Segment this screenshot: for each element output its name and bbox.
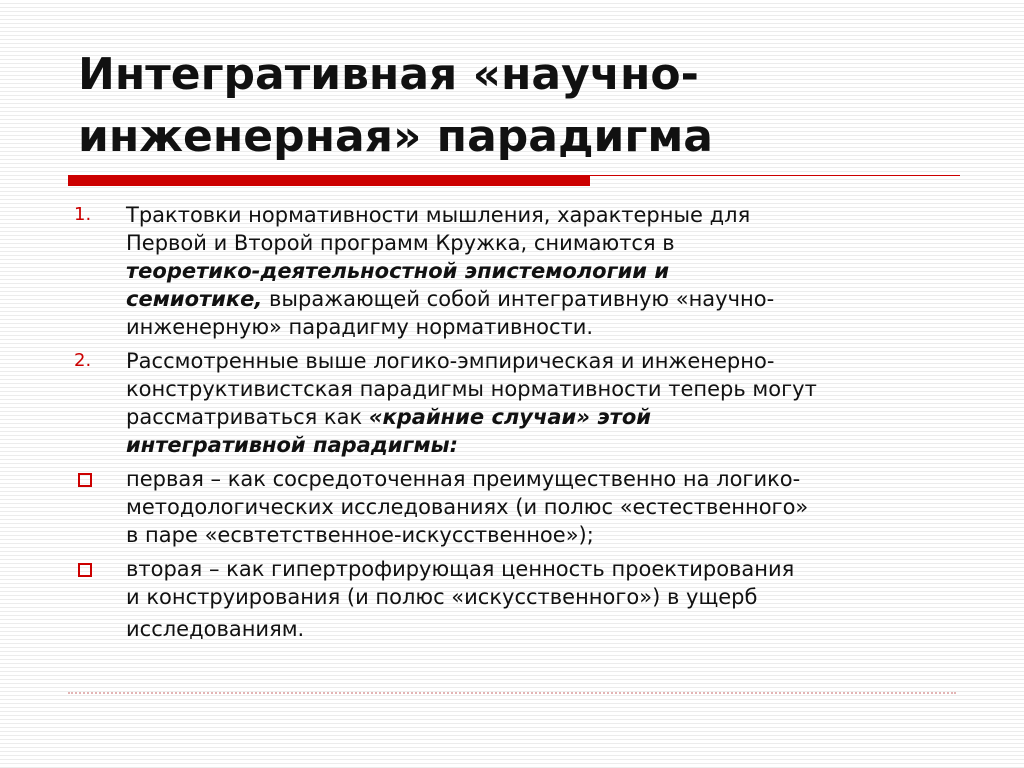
text-line: рассматриваться как: [126, 405, 369, 429]
text-line: первая – как сосредоточенная преимущественно на логико-: [126, 467, 801, 491]
list-item-2: [72, 347, 952, 459]
text-line: вторая – как гипертрофирующая ценность проектирования: [126, 557, 795, 581]
list-item-4: [72, 555, 952, 647]
title-line-1: Интегративная «научно-: [78, 49, 699, 100]
slide-content: [72, 201, 952, 653]
title-rule-thin: [590, 175, 960, 176]
list-number: 1.: [74, 204, 92, 225]
text-line: Рассмотренные выше логико-эмпирическая и инженерно-: [126, 349, 775, 373]
emphasis-text: теоретико-деятельностной эпистемологии и: [126, 259, 670, 283]
text-line: в паре «есвтетственное-искусственное»);: [126, 523, 594, 547]
text-line: исследованиям.: [126, 617, 305, 641]
emphasis-text: «крайние случаи» этой: [368, 405, 651, 429]
emphasis-text: интегративной парадигмы:: [126, 433, 459, 457]
text-line: Трактовки нормативности мышления, характерные для: [126, 203, 751, 227]
title-rule-thick: [68, 175, 590, 186]
text-line: инженерную» парадигму нормативности.: [126, 315, 594, 339]
text-line: конструктивистская парадигмы нормативности теперь могут: [126, 377, 817, 401]
text-line: выражающей собой интегративную «научно-: [262, 287, 775, 311]
text-line: Первой и Второй программ Кружка, снимаются в: [126, 231, 675, 255]
list-number: 2.: [74, 350, 92, 371]
slide-title: [78, 44, 978, 168]
list-item-1: [72, 201, 952, 341]
footer-rule: [68, 692, 956, 694]
text-line: методологических исследованиях (и полюс «естественного»: [126, 495, 809, 519]
square-bullet-icon: [78, 473, 92, 487]
emphasis-text: семиотике,: [126, 287, 263, 311]
text-line: и конструирования (и полюс «искусственного») в ущерб: [126, 585, 758, 609]
list-item-3: [72, 465, 952, 549]
title-line-2: инженерная» парадигма: [78, 111, 713, 162]
square-bullet-icon: [78, 563, 92, 577]
